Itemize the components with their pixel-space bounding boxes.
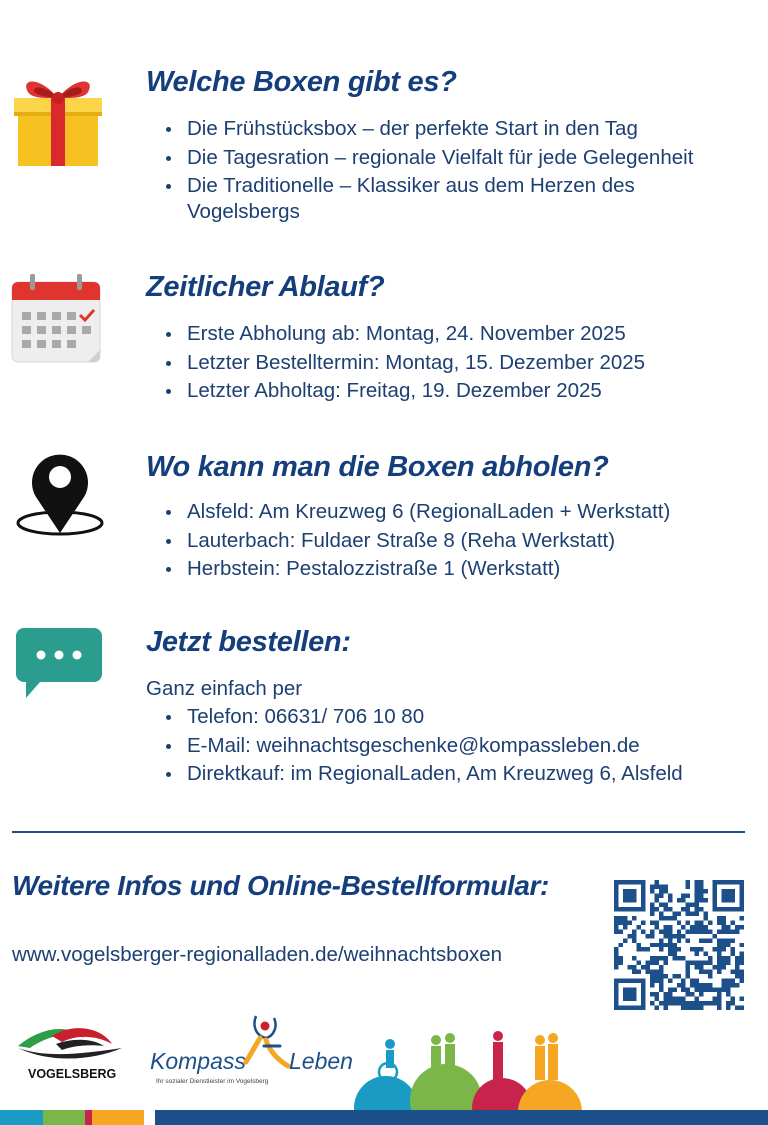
list-item-continuation: Vogelsbergs (187, 200, 300, 223)
boxes-list (166, 115, 693, 201)
website-url[interactable]: www.vogelsberger-regionalladen.de/weihnachtsboxen (12, 943, 503, 966)
section-heading: Welche Boxen gibt es? (146, 66, 457, 98)
kompass-leben-logo (148, 1012, 358, 1092)
section-heading: Jetzt bestellen: (146, 626, 351, 658)
people-on-globes-illustration (352, 1028, 588, 1112)
color-bar-teal (0, 1110, 43, 1125)
list-item: Die Tagesration – regionale Vielfalt für jede Gelegenheit (166, 144, 693, 173)
order-list (166, 703, 683, 789)
calendar-icon (10, 270, 105, 370)
order-lead-text: Ganz einfach per (146, 677, 303, 700)
location-pin-icon (10, 445, 105, 545)
qr-code[interactable] (614, 880, 744, 1010)
list-item: E-Mail: weihnachtsgeschenke@kompassleben.de (166, 732, 683, 761)
pickup-list (166, 498, 670, 584)
list-item: Herbstein: Pestalozzistraße 1 (Werkstatt) (166, 555, 670, 584)
leben-word: Leben (289, 1048, 353, 1074)
list-item: Letzter Abholtag: Freitag, 19. Dezember 2025 (166, 377, 645, 406)
list-item: Direktkauf: im RegionalLaden, Am Kreuzweg 6, Alsfeld (166, 760, 683, 789)
vogelsberg-wordmark: VOGELSBERG (28, 1067, 117, 1081)
list-item: Letzter Bestelltermin: Montag, 15. Dezember 2025 (166, 349, 645, 378)
color-bar-green (43, 1110, 85, 1125)
vogelsberg-logo (12, 1022, 127, 1082)
kompass-word: Kompass (150, 1048, 246, 1074)
section-heading: Wo kann man die Boxen abholen? (146, 451, 609, 483)
gift-icon (10, 68, 105, 168)
section-heading: Zeitlicher Ablauf? (146, 271, 385, 303)
list-item: Die Frühstücksbox – der perfekte Start in den Tag (166, 115, 693, 144)
color-bar-blue (155, 1110, 768, 1125)
list-item: Die Traditionelle – Klassiker aus dem Herzen des (166, 172, 693, 201)
list-item: Alsfeld: Am Kreuzweg 6 (RegionalLaden + Werkstatt) (166, 498, 670, 527)
chat-bubble-icon (10, 626, 105, 726)
more-info-heading: Weitere Infos und Online-Bestellformular: (12, 870, 549, 901)
list-item: Erste Abholung ab: Montag, 24. November 2025 (166, 320, 645, 349)
color-bar-orange-end (92, 1110, 144, 1125)
list-item: Lauterbach: Fuldaer Straße 8 (Reha Werkstatt) (166, 527, 670, 556)
divider (12, 831, 745, 833)
list-item: Telefon: 06631/ 706 10 80 (166, 703, 683, 732)
kompass-tagline: Ihr sozialer Dienstleister im Vogelsberg (156, 1078, 269, 1085)
timeline-list (166, 320, 645, 406)
